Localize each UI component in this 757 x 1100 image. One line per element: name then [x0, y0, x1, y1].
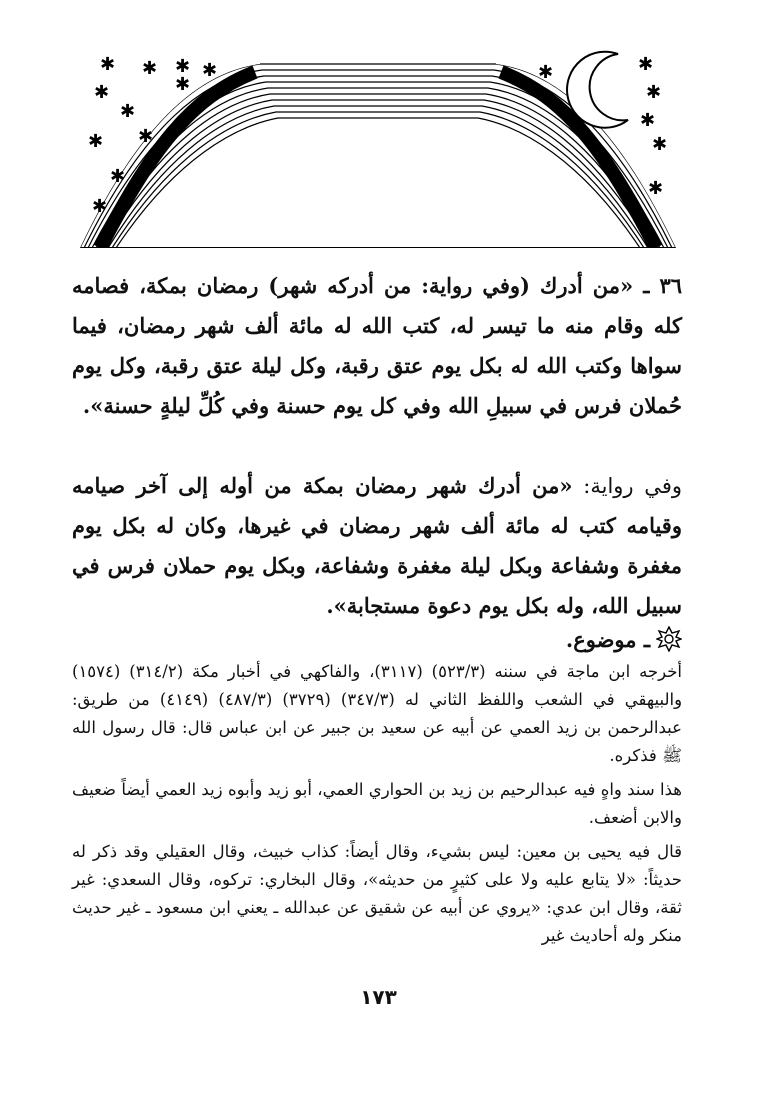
grade-text: ـ موضوع. [565, 626, 650, 652]
svg-text:✱: ✱ [142, 58, 158, 79]
ramadan-header-illustration [80, 42, 676, 248]
svg-text:✱: ✱ [92, 196, 108, 217]
svg-text:✱: ✱ [88, 131, 104, 152]
svg-text:✱: ✱ [110, 166, 126, 187]
octagram-icon [656, 626, 682, 652]
hadith-number: ٣٦ [659, 273, 683, 298]
svg-text:✱: ✱ [648, 178, 664, 199]
narration-lead: وفي رواية: [572, 474, 682, 498]
hadith-alternate-narration [72, 466, 682, 626]
svg-text:✱: ✱ [175, 74, 191, 95]
hadith-36 [72, 266, 682, 426]
svg-text:✱: ✱ [646, 82, 662, 103]
isnad-paragraph: هذا سند واهٍ فيه عبدالرحيم بن زيد بن الحواري العمي، أبو زيد وأبوه زيد العمي أيضاً ضعيف والابن أضعف. [72, 780, 682, 827]
narrator-criticism-paragraph: قال فيه يحيى بن معين: ليس بشيء، وقال أيضاً: كذاب خبيث، وقال العقيلي وقد ذكر له حديثاً: «لا يتابع عليه ولا على كثيرٍ من حديثه»، وقال البخاري: تركوه، وقال السعدي: غير ثقة، وقال ابن عدي: «يروي عن أبيه عن شقيق عن عبدالله ـ يعني ابن مسعود ـ غير حديث منكر وله أحاديث غير [72, 842, 682, 945]
takhrij-paragraph: أخرجه ابن ماجة في سننه (٥٢٣/٣) (٣١١٧)، والفاكهي في أخبار مكة (٣١٤/٢) (١٥٧٤) والبيهقي في الشعب واللفظ الثاني له (٣٤٧/٣) (٣٧٢٩) (٤٨٧/٣) (٤١٤٩) من طريق: عبدالرحمن بن زيد العمي عن أبيه عن سعيد بن جبير عن ابن عباس قال: قال رسول الله ﷺ فذكره. [72, 662, 683, 765]
svg-text:✱: ✱ [640, 110, 656, 131]
commentary [72, 658, 682, 956]
svg-text:✱: ✱ [94, 82, 110, 103]
svg-text:✱: ✱ [100, 54, 116, 75]
hadith-text: ـ «من أدرك (وفي رواية: من أدركه شهر) رمضان بمكة، فصامه كله وقام منه ما تيسر له، كتب الله له مائة ألف شهر رمضان، فيما سواها وكتب الله له بكل يوم عتق رقبة، وكل ليلة عتق رقبة، وكل يوم حُملان فرس في سبيلِ الله وفي كل يوم حسنة وفي كُلِّ ليلةٍ حسنة». [72, 273, 682, 418]
svg-text:✱: ✱ [202, 60, 218, 81]
svg-text:✱: ✱ [638, 54, 654, 75]
hadith-grade [72, 626, 682, 652]
svg-text:✱: ✱ [175, 56, 191, 77]
svg-text:✱: ✱ [138, 126, 154, 147]
svg-text:✱: ✱ [538, 62, 554, 83]
svg-text:✱: ✱ [120, 101, 136, 122]
page-number: ١٧٣ [360, 985, 397, 1009]
svg-text:✱: ✱ [652, 134, 668, 155]
narration-text: «من أدرك شهر رمضان بمكة من أوله إلى آخر صيامه وقيامه كتب له مائة ألف شهر رمضان في غيرها، وكان له بكل يوم مغفرة وشفاعة وبكل ليلة مغفرة وشفاعة، وبكل يوم حملان فرس في سبيل الله، وله بكل يوم دعوة مستجابة». [72, 473, 682, 618]
